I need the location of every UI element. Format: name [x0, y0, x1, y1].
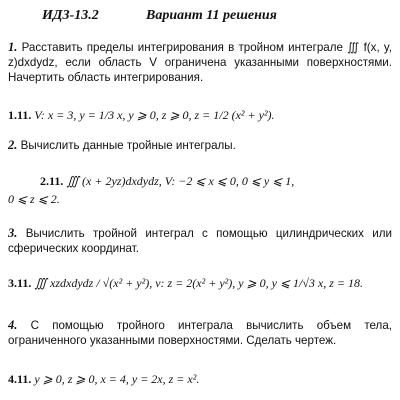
task-3-item-label: 3.11.: [8, 276, 32, 290]
task-1-body: Расставить пределы интегрирования в тройном интеграле ∭ f(x, y, z)dxdydz, если область V ограничена указанными поверхностями. Начертить область интегрирования.: [8, 41, 392, 84]
variant-title: Вариант 11 решения: [146, 8, 277, 23]
task-2-number: 2.: [8, 138, 18, 152]
task-4-number: 4.: [8, 318, 18, 332]
task-2-item-line2: [8, 192, 396, 207]
assignment-code: ИДЗ-13.2: [42, 8, 99, 23]
task-3-item-formula: ∭ xzdxdydz / √(x² + y²), v: z = 2(x² + y²), y ⩾ 0, y ⩽ 1/√3 x, z = 18.: [34, 276, 364, 290]
task-1-number: 1.: [8, 40, 18, 54]
task-1-item-label: 1.11.: [8, 108, 32, 122]
task-1-item: [8, 108, 396, 123]
task-4-item: [8, 372, 396, 387]
task-2-item-label: 2.11.: [40, 174, 64, 188]
task-2-item-formula-line1: ∭ (x + 2yz)dxdydz, V: −2 ⩽ x ⩽ 0, 0 ⩽ y ⩽ 1,: [66, 174, 295, 188]
task-4-body: С помощью тройного интеграла вычислить объем тела, ограниченного указанными поверхностями. Сделать чертеж.: [8, 319, 392, 347]
task-3-item: [8, 276, 396, 291]
task-4-item-formula: y ⩾ 0, z ⩾ 0, x = 4, y = 2x, z = x².: [34, 372, 200, 386]
page-header: [42, 8, 362, 24]
task-3-body: Вычислить тройной интеграл с помощью цилиндрических или сферических координат.: [8, 227, 392, 255]
task-2-item-formula-line2: 0 ⩽ z ⩽ 2.: [8, 192, 60, 206]
task-2-item: [40, 174, 400, 189]
task-2-body: Вычислить данные тройные интегралы.: [20, 139, 236, 152]
task-3-text: [8, 226, 392, 256]
task-4-item-label: 4.11.: [8, 372, 32, 386]
task-1-item-formula: V: x = 3, y = 1/3 x, y ⩾ 0, z ⩾ 0, z = 1/2 (x² + y²).: [34, 108, 275, 122]
task-4-text: [8, 318, 392, 348]
task-3-number: 3.: [8, 226, 18, 240]
task-1-text: [8, 40, 392, 85]
task-2-text: [8, 138, 392, 153]
